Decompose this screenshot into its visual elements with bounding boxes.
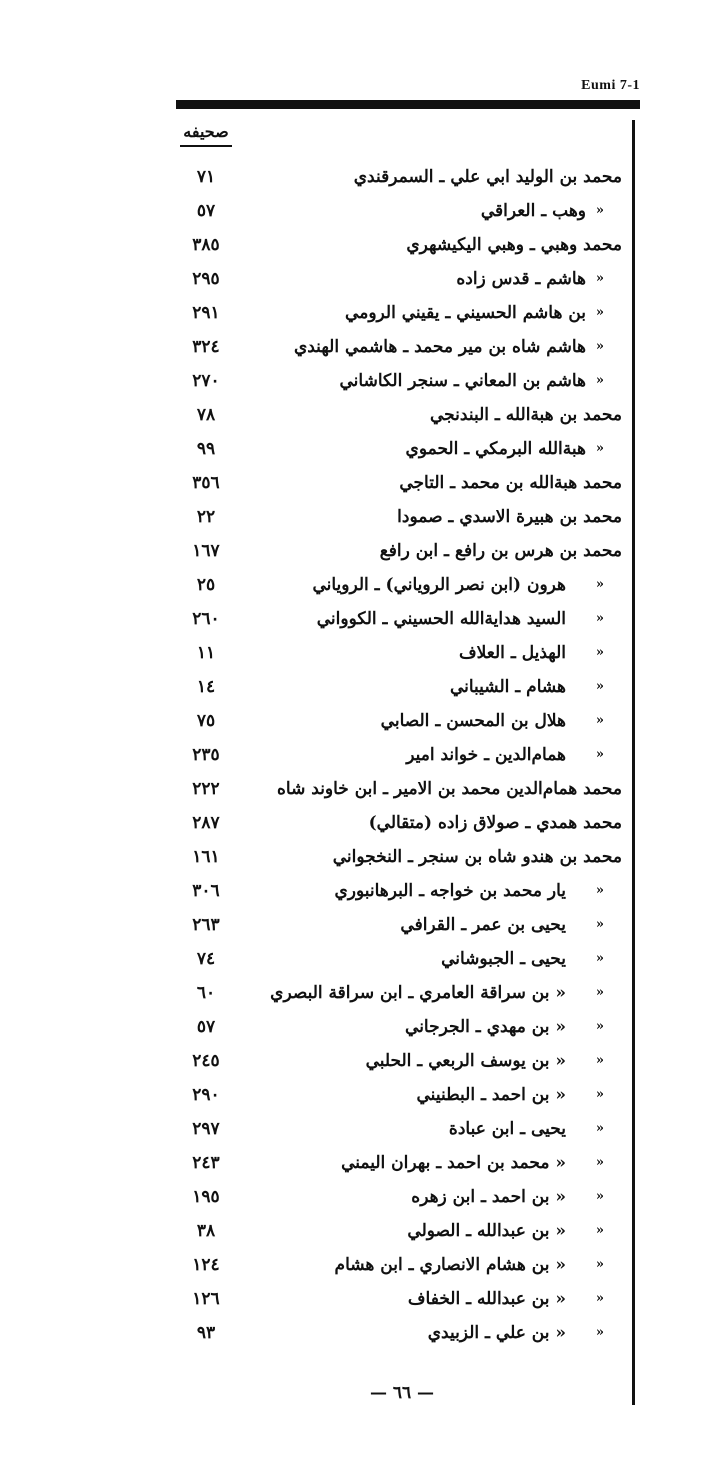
- index-entry: [176, 772, 622, 806]
- ditto-mark: «: [595, 611, 604, 626]
- entry-name: يار محمد بن خواجه ـ البرهانبوري: [334, 881, 566, 901]
- entry-page-number: ٢٦٠: [192, 609, 220, 629]
- ditto-mark: «: [595, 271, 604, 286]
- ditto-mark: «: [595, 1053, 604, 1068]
- ditto-mark: «: [595, 645, 604, 660]
- ditto-mark: «: [595, 951, 604, 966]
- ditto-mark: «: [595, 713, 604, 728]
- ditto-mark: «: [595, 1223, 604, 1238]
- entry-name: محمد هبةالله بن محمد ـ التاجي: [399, 473, 622, 493]
- index-entry-list: [176, 160, 622, 1350]
- ditto-mark: «: [595, 1019, 604, 1034]
- ditto-mark: «: [595, 1087, 604, 1102]
- entry-name: الهذيل ـ العلاف: [459, 643, 566, 663]
- entry-page-number: ٢٣٥: [192, 745, 220, 765]
- index-entry: [176, 568, 622, 602]
- entry-page-number: ٢٤٣: [192, 1153, 220, 1173]
- entry-name: « بن يوسف الربعي ـ الحلبي: [365, 1051, 566, 1071]
- index-entry: [176, 1282, 622, 1316]
- entry-page-number: ١٦٧: [192, 541, 220, 561]
- entry-page-number: ١٦١: [192, 847, 220, 867]
- entry-page-number: ٢٩٥: [192, 269, 220, 289]
- entry-name: يحيى ـ ابن عبادة: [448, 1119, 566, 1139]
- entry-page-number: ٢٢: [196, 507, 216, 527]
- entry-page-number: ٢٩٠: [192, 1085, 220, 1105]
- index-entry: [176, 432, 622, 466]
- ditto-mark: «: [595, 1325, 604, 1340]
- entry-page-number: ٩٩: [196, 439, 216, 459]
- entry-name: محمد وهبي ـ وهبي اليكيشهري: [406, 235, 622, 255]
- entry-name: « محمد بن احمد ـ بهران اليمني: [341, 1153, 566, 1173]
- catalog-code: Eumi 7-1: [581, 78, 640, 93]
- index-entry: [176, 1214, 622, 1248]
- ditto-mark: «: [595, 1257, 604, 1272]
- ditto-mark: «: [595, 339, 604, 354]
- entry-page-number: ٣٢٤: [192, 337, 220, 357]
- header-rule: [176, 100, 640, 109]
- index-entry: [176, 1248, 622, 1282]
- ditto-mark: «: [595, 917, 604, 932]
- ditto-mark: «: [595, 679, 604, 694]
- index-entry: [176, 704, 622, 738]
- right-margin-rule: [632, 120, 635, 1405]
- entry-page-number: ١٩٥: [192, 1187, 220, 1207]
- entry-name: « بن احمد ـ ابن زهره: [411, 1187, 566, 1207]
- entry-name: محمد بن هندو شاه بن سنجر ـ النخجواني: [332, 847, 622, 867]
- entry-page-number: ١٢٤: [192, 1255, 220, 1275]
- entry-page-number: ٣٨: [196, 1221, 216, 1241]
- entry-name: همام‌الدين ـ خواند امير: [406, 745, 566, 765]
- entry-name: محمد همدي ـ صولاق زاده (متقالي): [368, 813, 622, 833]
- entry-name: هاشم ـ قدس زاده: [456, 269, 586, 289]
- entry-page-number: ٢٦٣: [192, 915, 220, 935]
- entry-page-number: ٢٥: [196, 575, 216, 595]
- entry-name: السيد هداية‌الله الحسيني ـ الكوواني: [316, 609, 566, 629]
- index-entry: [176, 602, 622, 636]
- index-entry: [176, 636, 622, 670]
- index-entry: [176, 1180, 622, 1214]
- index-entry: [176, 500, 622, 534]
- entry-name: محمد بن هرس بن رافع ـ ابن رافع: [379, 541, 622, 561]
- entry-page-number: ٢٩١: [192, 303, 220, 323]
- entry-name: « بن احمد ـ البطنيني: [416, 1085, 566, 1105]
- index-entry: [176, 942, 622, 976]
- entry-name: « بن عبدالله ـ الصولي: [407, 1221, 566, 1241]
- entry-page-number: ٥٧: [196, 1017, 216, 1037]
- index-entry: [176, 262, 622, 296]
- entry-name: يحيى ـ الجبوشاني: [441, 949, 566, 969]
- page-column-heading: صحيفه: [180, 122, 232, 147]
- entry-page-number: ١١: [196, 643, 216, 663]
- ditto-mark: «: [595, 305, 604, 320]
- index-entry: [176, 806, 622, 840]
- ditto-mark: «: [595, 883, 604, 898]
- entry-name: هاشم شاه بن مير محمد ـ هاشمي الهندي: [293, 337, 586, 357]
- entry-name: يحيى بن عمر ـ القرافي: [400, 915, 566, 935]
- entry-name: محمد بن هبيرة الاسدي ـ صمودا: [397, 507, 622, 527]
- entry-page-number: ٩٣: [196, 1323, 216, 1343]
- entry-name: « بن هشام الانصاري ـ ابن هشام: [334, 1255, 566, 1275]
- entry-page-number: ٣٠٦: [192, 881, 220, 901]
- entry-name: بن هاشم الحسيني ـ يقيني الرومي: [345, 303, 586, 323]
- ditto-mark: «: [595, 1189, 604, 1204]
- ditto-mark: «: [595, 1155, 604, 1170]
- index-entry: [176, 1112, 622, 1146]
- index-entry: [176, 466, 622, 500]
- entry-name: هلال بن المحسن ـ الصابي: [380, 711, 566, 731]
- entry-name: هبةالله البرمكي ـ الحموي: [405, 439, 586, 459]
- entry-name: « بن مهدي ـ الجرجاني: [405, 1017, 566, 1037]
- ditto-mark: «: [595, 1291, 604, 1306]
- index-entry: [176, 1078, 622, 1112]
- entry-page-number: ٥٧: [196, 201, 216, 221]
- index-entry: [176, 330, 622, 364]
- entry-name: هشام ـ الشيباني: [449, 677, 566, 697]
- entry-name: محمد همام‌الدين محمد بن الامير ـ ابن خاوند شاه: [277, 779, 622, 799]
- entry-name: هرون (ابن نصر الروياني) ـ الروياني: [312, 575, 566, 595]
- index-entry: [176, 364, 622, 398]
- entry-name: محمد بن الوليد ابي علي ـ السمرقندي: [353, 167, 622, 187]
- entry-page-number: ٧٤: [196, 949, 216, 969]
- ditto-mark: «: [595, 203, 604, 218]
- entry-page-number: ٢٧٠: [192, 371, 220, 391]
- entry-name: وهب ـ العراقي: [480, 201, 586, 221]
- index-entry: [176, 874, 622, 908]
- index-entry: [176, 228, 622, 262]
- ditto-mark: «: [595, 985, 604, 1000]
- index-entry: [176, 398, 622, 432]
- ditto-mark: «: [595, 1121, 604, 1136]
- index-entry: [176, 908, 622, 942]
- index-entry: [176, 738, 622, 772]
- index-entry: [176, 1316, 622, 1350]
- index-entry: [176, 534, 622, 568]
- index-entry: [176, 1146, 622, 1180]
- index-entry: [176, 1010, 622, 1044]
- index-entry: [176, 160, 622, 194]
- entry-page-number: ١٤: [196, 677, 216, 697]
- entry-page-number: ٧٨: [196, 405, 216, 425]
- entry-page-number: ٣٥٦: [192, 473, 220, 493]
- entry-name: محمد بن هبةالله ـ البندنجي: [430, 405, 622, 425]
- entry-page-number: ٢٨٧: [192, 813, 220, 833]
- entry-name: « بن سراقة العامري ـ ابن سراقة البصري: [270, 983, 566, 1003]
- index-entry: [176, 296, 622, 330]
- entry-page-number: ٢٤٥: [192, 1051, 220, 1071]
- entry-page-number: ٦٠: [196, 983, 216, 1003]
- page-number: — ٦٦ —: [369, 1383, 435, 1403]
- entry-page-number: ١٢٦: [192, 1289, 220, 1309]
- index-entry: [176, 1044, 622, 1078]
- entry-page-number: ٣٨٥: [192, 235, 220, 255]
- entry-page-number: ٧٥: [196, 711, 216, 731]
- ditto-mark: «: [595, 747, 604, 762]
- index-entry: [176, 840, 622, 874]
- ditto-mark: «: [595, 577, 604, 592]
- index-entry: [176, 194, 622, 228]
- entry-page-number: ٢٩٧: [192, 1119, 220, 1139]
- index-entry: [176, 670, 622, 704]
- entry-name: هاشم بن المعاني ـ سنجر الكاشاني: [339, 371, 586, 391]
- entry-name: « بن عبدالله ـ الخفاف: [407, 1289, 566, 1309]
- ditto-mark: «: [595, 441, 604, 456]
- index-entry: [176, 976, 622, 1010]
- ditto-mark: «: [595, 373, 604, 388]
- entry-page-number: ٧١: [196, 167, 216, 187]
- entry-page-number: ٢٢٢: [192, 779, 220, 799]
- entry-name: « بن علي ـ الزبيدي: [427, 1323, 566, 1343]
